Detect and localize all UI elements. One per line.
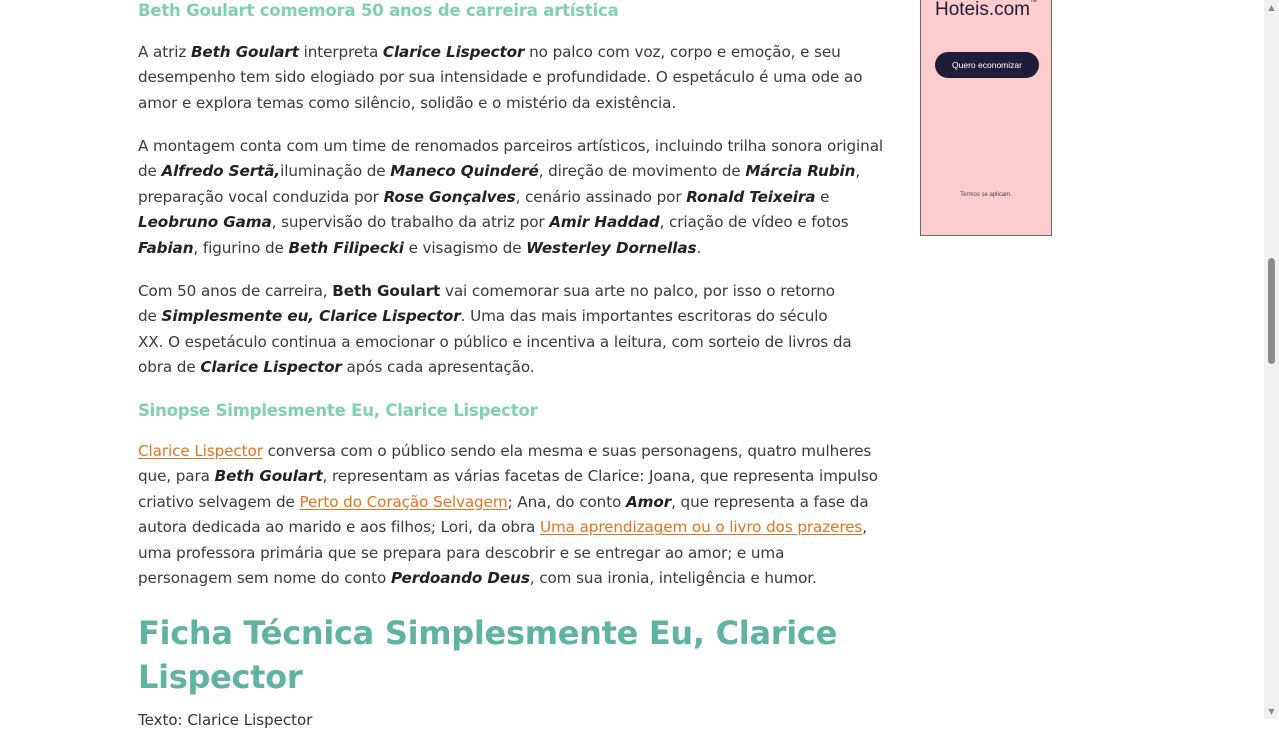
emphasized-name: Clarice Lispector [200, 358, 342, 377]
emphasized-name: Rose Gonçalves [383, 187, 516, 206]
text-segment: , representam as várias facetas de Clarice: Joana, que representa impulso criativo selvagem de [138, 467, 878, 511]
inline-link[interactable]: Clarice Lispector [138, 442, 263, 460]
paragraph-performance [138, 40, 870, 116]
text-segment: Com 50 anos de carreira, [138, 282, 333, 300]
scrollbar-thumb[interactable] [1268, 258, 1275, 364]
inline-link[interactable]: Uma aprendizagem ou o livro dos prazeres [539, 518, 863, 537]
emphasized-name: Maneco Quinderé [390, 162, 539, 181]
text-segment: no palco com voz, corpo e emoção, e seu desempenho tem sido elogiado por sua intensidade e profundidade. O espetáculo é uma ode ao amor e explora temas como silêncio, solidão e o mistério da existência. [138, 43, 863, 112]
emphasized-name: Ronald Teixeira [686, 187, 816, 206]
section-heading-career: Beth Goulart comemora 50 anos de carreira artística [138, 1, 619, 20]
text-segment: e visagismo de [403, 238, 527, 257]
text-segment: , uma professora primária que se prepara para descobrir e se entregar ao amor; e uma personagem sem nome do conto [138, 518, 867, 588]
hoteis-ad-banner[interactable] [920, 0, 1052, 236]
text-segment: , direção de movimento de [538, 162, 746, 181]
text-segment: conversa com o público sendo ela mesma e suas personagens, quatro mulheres que, para [138, 442, 872, 486]
text-segment: e [815, 187, 830, 206]
emphasized-name: Beth Goulart [214, 467, 323, 486]
emphasized-name: Beth Goulart [190, 43, 299, 61]
text-segment: , preparação vocal conduzida por [138, 162, 861, 206]
hoteis-logo: Hoteis.com™ [934, 0, 1038, 20]
scroll-up-arrow-icon[interactable]: ▲ [1268, 3, 1275, 12]
emphasized-name: Clarice Lispector [382, 43, 525, 61]
section-heading-synopsis: Sinopse Simplesmente Eu, Clarice Lispector [138, 401, 538, 420]
text-segment: , com sua ironia, inteligência e humor. [529, 569, 817, 588]
text-segment: , cenário assinado por [515, 187, 687, 206]
emphasized-name: Alfredo Sertã, [161, 162, 281, 181]
bold-name: Beth Goulart [332, 282, 441, 300]
text-segment: ; Ana, do conto [507, 492, 626, 511]
emphasized-name: Perdoando Deus [390, 569, 530, 588]
text-segment: A montagem conta com um time de renomados parceiros artísticos, incluindo trilha sonora original de [138, 137, 884, 181]
emphasized-name: Fabian [138, 238, 194, 257]
emphasized-name: Amor [625, 492, 672, 511]
paragraph-synopsis [138, 439, 880, 591]
section-heading-credits: Ficha Técnica Simplesmente Eu, Clarice Lispector [138, 614, 837, 696]
text-segment: , supervisão do trabalho da atriz por [271, 213, 550, 232]
text-segment: iluminação de [280, 162, 391, 181]
inline-link[interactable]: Perto do Coração Selvagem [299, 492, 508, 511]
text-segment: A atriz [138, 43, 191, 61]
text-segment: , figurino de [193, 238, 289, 257]
paragraph-celebration [138, 279, 856, 381]
ad-cta-button[interactable]: Quero economizar [935, 52, 1039, 78]
text-segment: , criação de vídeo e fotos [659, 213, 849, 232]
emphasized-name: Márcia Rubin [745, 162, 856, 181]
text-segment: . Uma das mais importantes escritoras do século XX. O espetáculo continua a emocionar o público e incentiva a leitura, com sorteio de livros da obra de [138, 307, 852, 377]
credits-first-line: Texto: Clarice Lispector [138, 711, 313, 729]
text-segment: , que representa a fase da autora dedicada ao marido e aos filhos; Lori, da obra [138, 492, 869, 537]
emphasized-name: Beth Filipecki [288, 238, 404, 257]
vertical-scrollbar[interactable] [1264, 0, 1279, 719]
emphasized-name: Leobruno Gama [138, 213, 272, 232]
text-segment: vai comemorar sua arte no palco, por isso o retorno de [138, 282, 835, 326]
text-segment: após cada apresentação. [341, 358, 535, 377]
ad-terms-text: Termos se aplicam. [960, 192, 1012, 198]
emphasized-name: Amir Haddad [549, 213, 660, 232]
text-segment: . [696, 238, 702, 257]
text-segment: interpreta [298, 43, 383, 61]
emphasized-name: Westerley Dornellas [526, 238, 697, 257]
emphasized-name: Simplesmente eu, Clarice Lispector [161, 307, 461, 326]
paragraph-team [138, 134, 890, 261]
scroll-down-arrow-icon[interactable]: ▼ [1268, 707, 1275, 716]
